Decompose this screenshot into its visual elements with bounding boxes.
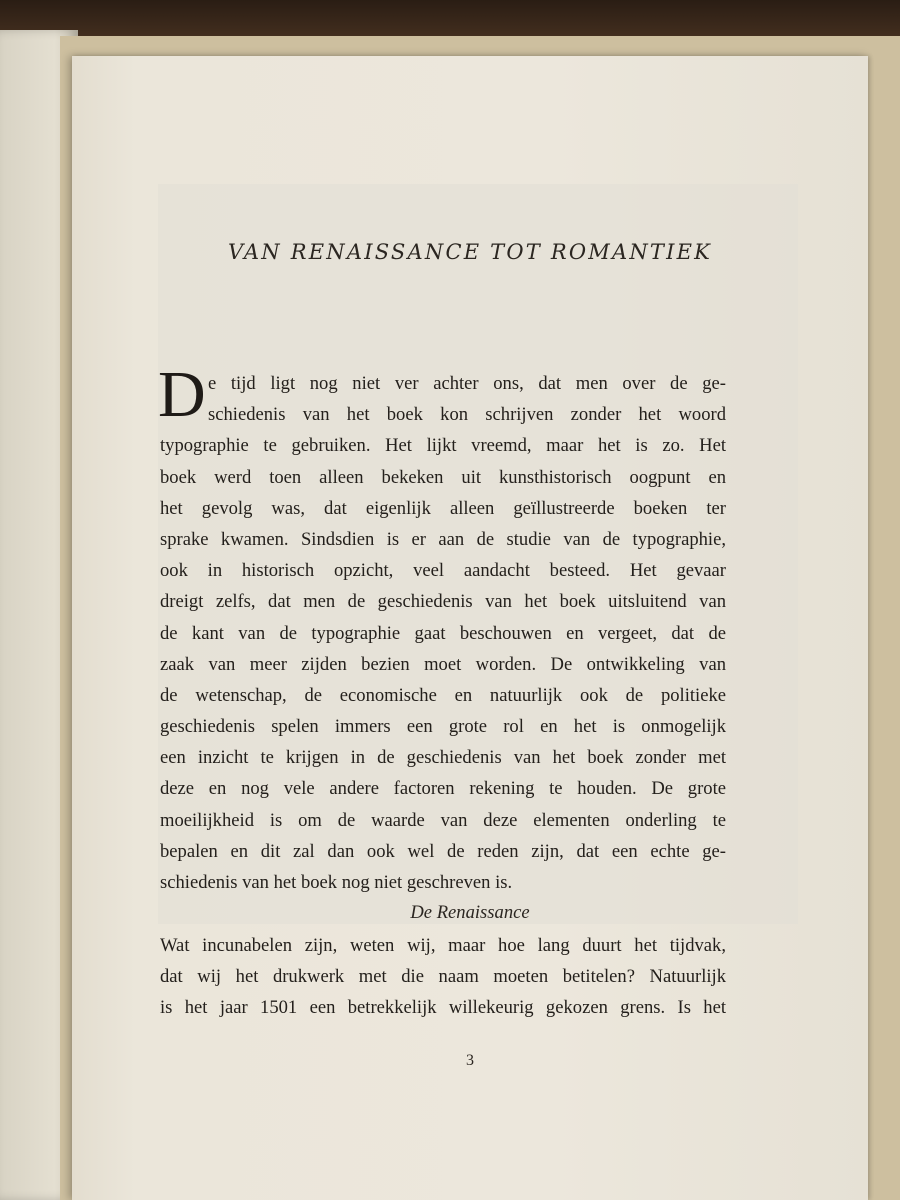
paragraph-1 — [158, 358, 726, 898]
text-line: deze en nog vele andere factoren rekening te houden. De grote — [160, 778, 726, 800]
text-line: typographie te gebruiken. Het lijkt vreemd, maar het is zo. Het — [160, 435, 726, 457]
chapter-heading: VAN RENAISSANCE TOT ROMANTIEK — [227, 240, 713, 264]
book-page — [72, 56, 868, 1200]
text-line: sprake kwamen. Sindsdien is er aan de studie van de typographie, — [160, 528, 726, 550]
text-line: is het jaar 1501 een betrekkelijk willekeurig gekozen grens. Is het — [160, 997, 726, 1019]
text-line: een inzicht te krijgen in de geschiedenis van het boek zonder met — [160, 747, 726, 769]
text-line: de kant van de typographie gaat beschouwen en vergeet, dat de — [160, 622, 726, 644]
drop-cap: D — [158, 358, 206, 431]
text-line: boek werd toen alleen bekeken uit kunsthistorisch oogpunt en — [160, 466, 726, 488]
text-line: geschiedenis spelen immers een grote rol en het is onmogelijk — [160, 716, 726, 738]
text-line: schiedenis van het boek kon schrijven zonder het woord — [208, 404, 726, 426]
text-line: e tijd ligt nog niet ver achter ons, dat men over de ge- — [208, 373, 726, 394]
text-line: bepalen en dit zal dan ook wel de reden zijn, dat een echte ge- — [160, 840, 726, 862]
text-line: het gevolg was, dat eigenlijk alleen geïllustreerde boeken ter — [160, 497, 726, 519]
text-line: ook in historisch opzicht, veel aandacht besteed. Het gevaar — [160, 560, 726, 582]
text-line: moeilijkheid is om de waarde van deze elementen onderling te — [160, 809, 726, 831]
text-line: dreigt zelfs, dat men de geschiedenis van het boek uitsluitend van — [160, 591, 726, 613]
page-number: 3 — [466, 1052, 474, 1069]
text-line: zaak van meer zijden bezien moet worden. De ontwikkeling van — [160, 653, 726, 675]
section-subheading: De Renaissance — [410, 902, 530, 923]
text-line: dat wij het drukwerk met die naam moeten betitelen? Natuurlijk — [160, 966, 726, 988]
text-line: de wetenschap, de economische en natuurlijk ook de politieke — [160, 684, 726, 706]
paragraph-2 — [160, 930, 726, 1024]
text-line: Wat incunabelen zijn, weten wij, maar hoe lang duurt het tijdvak, — [160, 935, 726, 956]
text-line: schiedenis van het boek nog niet geschreven is. — [160, 872, 513, 893]
